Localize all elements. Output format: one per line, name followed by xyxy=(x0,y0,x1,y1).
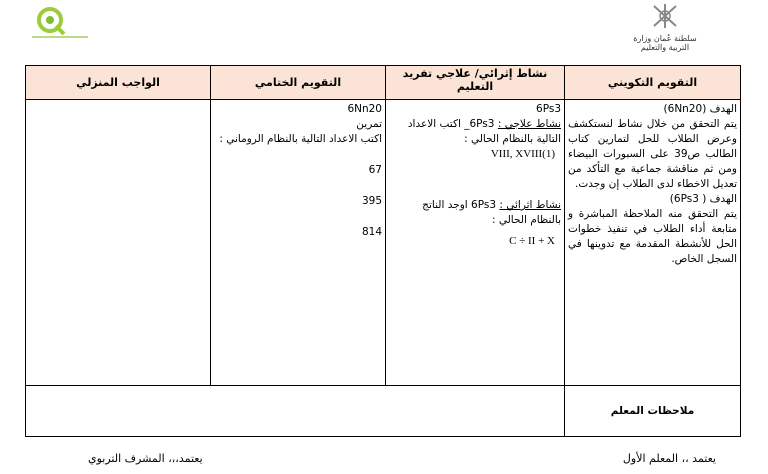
header-remedial: نشاط إثرائي/ علاجي تفريد التعليم xyxy=(386,66,565,100)
enrich-activity xyxy=(389,198,561,228)
first-teacher-approval: يعتمد ،، المعلم الأول xyxy=(622,452,716,465)
final-number: 395 xyxy=(361,195,382,207)
enrich-text: 6Ps3 اوجد الناتج بالنظام الحالي : xyxy=(422,199,561,226)
header-final: التقويم الختامي xyxy=(211,66,386,100)
formative-cell xyxy=(565,100,741,386)
header-formative: التقويم التكويني xyxy=(565,66,741,100)
goal2-title: الهدف ( 6Ps3) xyxy=(669,193,737,205)
oman-crest-icon xyxy=(648,2,682,30)
lesson-plan-table xyxy=(25,65,741,437)
final-code: 6Nn20 xyxy=(347,103,382,115)
goal2-text: يتم التحقق منه الملاحظة المباشرة و متابعة أداء الطلاب في تنفيذ خطوات الحل للأنشطة المقدمة مع تدوينها في السجل الخاص. xyxy=(568,208,737,265)
quality-logo xyxy=(30,4,90,42)
header-homework: الواجب المنزلي xyxy=(26,66,211,100)
notes-label: ملاحظات المعلم xyxy=(565,386,741,437)
notes-cell xyxy=(26,386,565,437)
enrich-label: نشاط اثرائي : xyxy=(499,199,561,211)
remedial-activity xyxy=(389,117,561,147)
ministry-logo xyxy=(632,2,698,54)
final-exercise: تمرين xyxy=(356,118,382,130)
table-body-row xyxy=(26,100,741,386)
homework-text xyxy=(26,100,210,102)
goal1-text: يتم التحقق من خلال نشاط لنستكشف وعرض الطلاب للحل لتمارين كتاب الطالب ص39 على السبورات البيضاء ومن ثم مناقشة جماعية مع التأكد من تعديل الاخطاء لدى الطلاب إن وجدت. xyxy=(568,118,737,190)
goal1-title: الهدف (6Nn20) xyxy=(663,103,737,115)
homework-cell xyxy=(26,100,211,386)
final-number: 814 xyxy=(361,226,382,238)
quality-logo-icon xyxy=(30,4,90,42)
remedial-text: 6Ps3_ اكتب الاعداد التالية بالنظام الحالي : xyxy=(407,118,561,145)
table-header-row xyxy=(26,66,741,100)
remedial-label: نشاط علاجي : xyxy=(497,118,561,130)
enrich-expression: C ÷ II + X xyxy=(509,235,555,247)
remedial-cell xyxy=(386,100,565,386)
supervisor-approval: يعتمد،،، المشرف التربوي xyxy=(88,452,203,465)
remedial-numerals: (1)VIII, XVIII xyxy=(490,148,555,160)
notes-row xyxy=(26,386,741,437)
final-cell xyxy=(211,100,386,386)
ministry-name: سلطنة عُمان وزارة التربية والتعليم xyxy=(633,34,697,52)
remedial-code: 6Ps3 xyxy=(536,103,561,115)
final-instruction: اكتب الاعداد التالية بالنظام الروماني : xyxy=(219,133,382,145)
final-number: 67 xyxy=(368,164,382,176)
